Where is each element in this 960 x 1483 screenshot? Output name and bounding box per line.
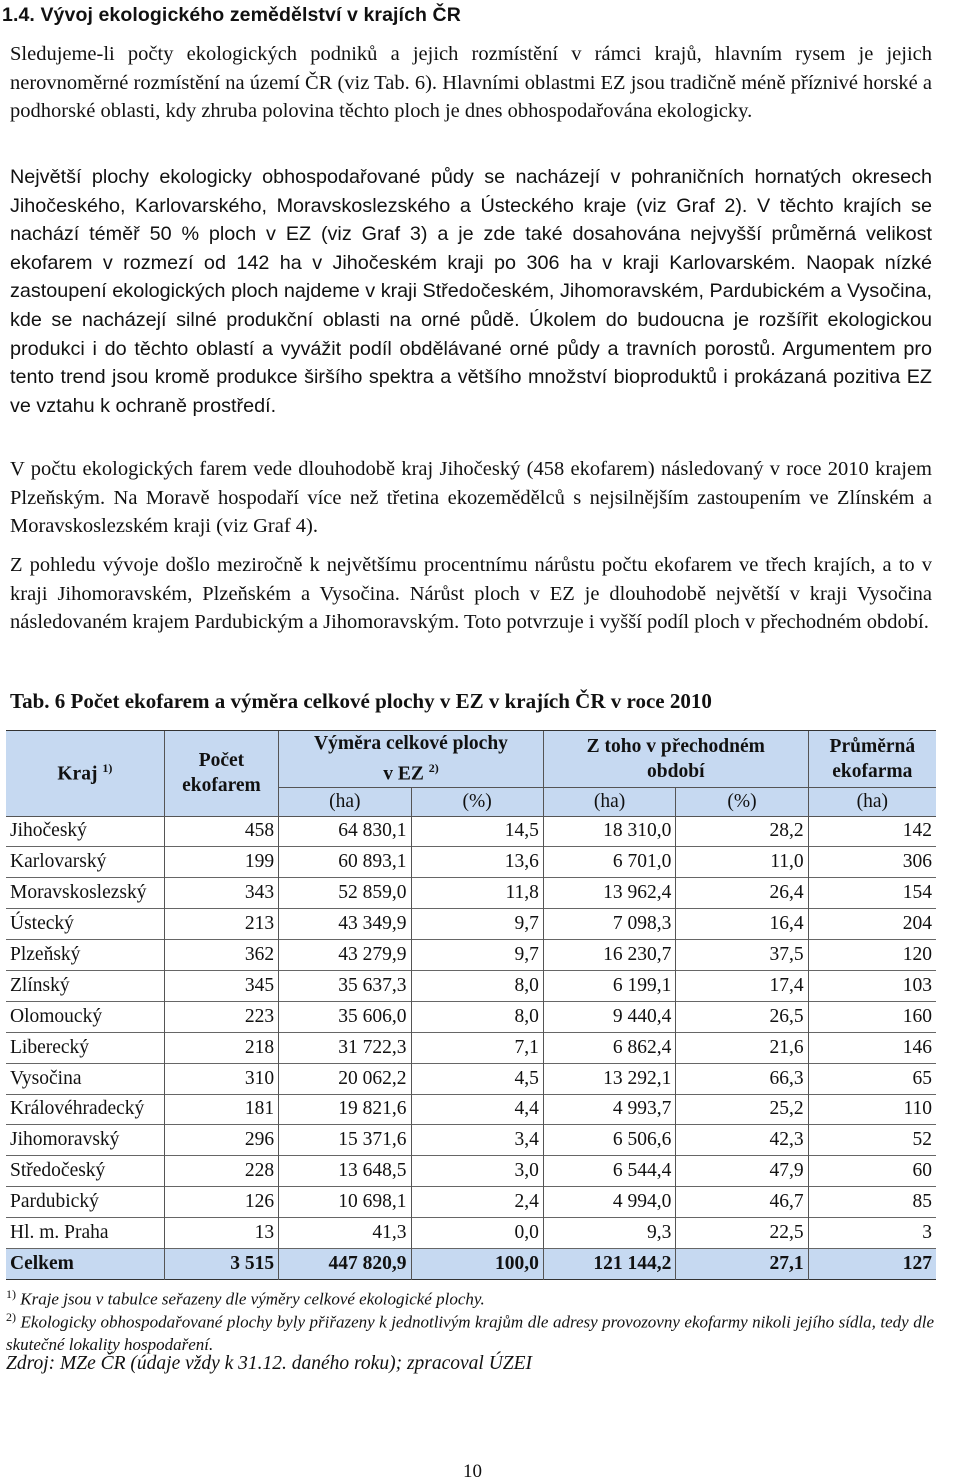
cell-vymera-ha: 43 349,9	[279, 909, 411, 940]
table-row	[6, 1032, 936, 1063]
document-page	[2, 0, 934, 1482]
cell-vymera-ha: 35 637,3	[279, 970, 411, 1001]
cell-prumer-ha: 120	[808, 940, 936, 971]
cell-kraj: Středočeský	[10, 1160, 106, 1182]
section-heading: 1.4. Vývoj ekologického zemědělství v krajích ČR	[2, 4, 461, 26]
cell-vymera-ha: 43 279,9	[279, 940, 411, 971]
regions-table	[6, 730, 936, 1280]
table-row	[6, 1218, 936, 1249]
cell-kraj: Plzeňský	[10, 944, 81, 965]
cell-prechod-ha: 18 310,0	[543, 816, 676, 847]
table-row	[6, 1125, 936, 1156]
cell-prechod-ha: 6 199,1	[543, 970, 676, 1001]
cell-prumer-ha: 204	[808, 909, 936, 940]
cell-pocet: 343	[164, 878, 278, 909]
cell-pocet: 458	[164, 816, 278, 847]
cell-kraj: Jihočeský	[10, 820, 87, 842]
header-pocet-line2: ekofarem	[182, 775, 261, 797]
paragraph-2: Největší plochy ekologicky obhospodařované půdy se nacházejí v pohraničních hornatých okresech Jihočeského, Karlovarského, Moravskoslezského a Ústeckého kraje (viz Graf 2). V těchto krajích se nachází téměř 50 % ploch v EZ (viz Graf 3) a je zde také dosahována nejvyšší průměrná velikost ekofarem v rozmezí od 142 ha v Jihočeském kraji po 306 ha v kraji Karlovarském. Naopak nízké zastoupení ekologických ploch najdeme v kraji Středočeském, Jihomoravském, Pardubickém a Vysočina, kde se nacházejí silné produkční oblasti na orné půdě. Úkolem do budoucna je rozšířit ekologickou produkci i do těchto oblastí a vyvážit podíl obdělávané orné půdy a travních porostů. Argumentem pro tento trend jsou kromě produkce širšího spektra a většího množství bioproduktů i prokázaná pozitiva EZ ve vztahu k ochraně prostředí.	[10, 166, 932, 417]
cell-pocet: 296	[164, 1125, 278, 1156]
cell-prechod-ha: 6 862,4	[543, 1032, 676, 1063]
table-row	[6, 1156, 936, 1187]
table-row	[6, 878, 936, 909]
header-pocet-line1: Počet	[198, 750, 245, 772]
header-prechod-line1: Z toho v přechodném	[586, 735, 765, 757]
cell-vymera-pct: 3,0	[411, 1156, 543, 1187]
cell-vymera-ha: 15 371,6	[279, 1125, 411, 1156]
cell-prechod-pct: 16,4	[676, 909, 808, 940]
cell-pocet: 228	[164, 1156, 278, 1187]
unit-prechod-ha: (ha)	[543, 787, 676, 816]
cell-vymera-pct: 11,8	[411, 878, 543, 909]
cell-vymera-pct: 7,1	[411, 1032, 543, 1063]
header-vymera-line2: v EZ	[383, 763, 424, 785]
cell-vymera-ha: 20 062,2	[279, 1063, 411, 1094]
table-total-row	[6, 1248, 936, 1279]
cell-pocet: 223	[164, 1001, 278, 1032]
cell-prechod-pct: 46,7	[676, 1187, 808, 1218]
cell-prechod-pct: 28,2	[676, 816, 808, 847]
cell-vymera-pct: 8,0	[411, 1001, 543, 1032]
cell-prumer-ha: 146	[808, 1032, 936, 1063]
page-number: 10	[463, 1461, 482, 1482]
cell-kraj: Zlínský	[10, 974, 70, 996]
table-caption: Tab. 6 Počet ekofarem a výměra celkové plochy v EZ v krajích ČR v roce 2010	[10, 689, 712, 713]
unit-vymera-ha: (ha)	[279, 787, 411, 816]
footnote-2-text: Ekologicky obhospodařované plochy byly přiřazeny k jednotlivým krajům dle adresy provozovny ekofarmy nikoli jejího sídla, tedy dle skutečné lokality hospodaření.	[6, 1312, 934, 1354]
cell-prechod-ha: 13 292,1	[543, 1063, 676, 1094]
table-row	[6, 940, 936, 971]
unit-prechod-pct: (%)	[676, 787, 808, 816]
cell-prechod-ha: 4 994,0	[543, 1187, 676, 1218]
cell-prechod-pct: 21,6	[676, 1032, 808, 1063]
paragraph-3: V počtu ekologických farem vede dlouhodobě kraj Jihočeský (458 ekofarem) následovaný v roce 2010 krajem Plzeňským. Na Moravě hospodaří více než třetina ekozemědělců s nejsilnějším zastoupením ve Zlínském a Moravskoslezském kraji (viz Graf 4).	[10, 458, 932, 537]
cell-kraj: Liberecký	[10, 1036, 90, 1058]
cell-vymera-ha: 10 698,1	[279, 1187, 411, 1218]
table-row	[6, 847, 936, 878]
cell-vymera-pct: 13,6	[411, 847, 543, 878]
cell-prumer-ha: 103	[808, 970, 936, 1001]
cell-prechod-pct: 42,3	[676, 1125, 808, 1156]
cell-prechod-pct: 27,1	[676, 1248, 808, 1279]
header-vymera-sup: 2)	[428, 761, 439, 775]
header-prechod	[543, 731, 808, 788]
cell-pocet: 181	[164, 1094, 278, 1125]
cell-kraj: Celkem	[10, 1252, 74, 1274]
cell-vymera-pct: 2,4	[411, 1187, 543, 1218]
cell-vymera-ha: 13 648,5	[279, 1156, 411, 1187]
unit-prumer-ha: (ha)	[808, 787, 936, 816]
cell-vymera-ha: 64 830,1	[279, 816, 411, 847]
cell-pocet: 199	[164, 847, 278, 878]
cell-pocet: 362	[164, 940, 278, 971]
paragraph-1: Sledujeme-li počty ekologických podniků a jejich rozmístění v rámci krajů, hlavním rysem je jejich nerovnoměrné rozmístění na území ČR (viz Tab. 6). Hlavními oblastmi EZ jsou tradičně méně příznivé horské a podhorské oblasti, kdy zhruba polovina těchto ploch je dnes obhospodařována ekologicky.	[10, 43, 932, 122]
cell-vymera-ha: 31 722,3	[279, 1032, 411, 1063]
cell-prechod-pct: 47,9	[676, 1156, 808, 1187]
footnote-1-text: Kraje jsou v tabulce seřazeny dle výměry celkové ekologické plochy.	[20, 1289, 485, 1309]
header-vymera	[279, 731, 544, 788]
cell-prechod-ha: 16 230,7	[543, 940, 676, 971]
table-row	[6, 1094, 936, 1125]
cell-prechod-ha: 121 144,2	[543, 1248, 676, 1279]
header-prumer-line1: Průměrná	[829, 735, 916, 757]
cell-kraj: Moravskoslezský	[10, 882, 147, 904]
cell-prumer-ha: 142	[808, 816, 936, 847]
cell-vymera-ha: 19 821,6	[279, 1094, 411, 1125]
cell-prechod-ha: 6 544,4	[543, 1156, 676, 1187]
header-pocet	[164, 731, 278, 817]
cell-vymera-ha: 60 893,1	[279, 847, 411, 878]
cell-pocet: 3 515	[164, 1248, 278, 1279]
cell-vymera-pct: 4,5	[411, 1063, 543, 1094]
cell-kraj: Olomoucký	[10, 1005, 103, 1027]
cell-pocet: 213	[164, 909, 278, 940]
cell-prumer-ha: 60	[808, 1156, 936, 1187]
cell-prumer-ha: 110	[808, 1094, 936, 1125]
cell-pocet: 218	[164, 1032, 278, 1063]
cell-prechod-ha: 6 701,0	[543, 847, 676, 878]
table-row	[6, 816, 936, 847]
table-row	[6, 1187, 936, 1218]
cell-pocet: 310	[164, 1063, 278, 1094]
cell-prechod-ha: 9 440,4	[543, 1001, 676, 1032]
cell-vymera-pct: 4,4	[411, 1094, 543, 1125]
table-row	[6, 909, 936, 940]
cell-prechod-pct: 66,3	[676, 1063, 808, 1094]
footnote-1-mark: 1)	[6, 1287, 16, 1301]
cell-prechod-pct: 11,0	[676, 847, 808, 878]
cell-vymera-pct: 3,4	[411, 1125, 543, 1156]
cell-prechod-ha: 7 098,3	[543, 909, 676, 940]
cell-vymera-ha: 447 820,9	[279, 1248, 411, 1279]
cell-vymera-pct: 9,7	[411, 909, 543, 940]
cell-prumer-ha: 52	[808, 1125, 936, 1156]
cell-kraj: Hl. m. Praha	[10, 1222, 109, 1244]
cell-prechod-pct: 26,5	[676, 1001, 808, 1032]
cell-vymera-pct: 0,0	[411, 1218, 543, 1249]
cell-kraj: Vysočina	[10, 1067, 82, 1089]
cell-prechod-pct: 37,5	[676, 940, 808, 971]
source-note: Zdroj: MZe ČR (údaje vždy k 31.12. daného roku); zpracoval ÚZEI	[6, 1353, 533, 1374]
cell-vymera-pct: 100,0	[411, 1248, 543, 1279]
cell-prumer-ha: 127	[808, 1248, 936, 1279]
paragraph-4: Z pohledu vývoje došlo meziročně k největšímu procentnímu nárůstu počtu ekofarem ve třech krajích, a to v kraji Jihomoravském, Plzeňském a Vysočina. Nárůst ploch v EZ je dlouhodobě největší v kraji Vysočina následovaném krajem Pardubickým a Jihomoravským. Toto potvrzuje i vyšší podíl ploch v přechodném období.	[10, 554, 932, 633]
footnote-2-mark: 2)	[6, 1310, 16, 1324]
header-kraj-sup: 1)	[102, 761, 113, 775]
header-kraj-label: Kraj	[57, 763, 98, 785]
cell-vymera-ha: 52 859,0	[279, 878, 411, 909]
cell-prumer-ha: 3	[808, 1218, 936, 1249]
cell-vymera-pct: 14,5	[411, 816, 543, 847]
table-body	[6, 816, 936, 1279]
cell-prechod-pct: 22,5	[676, 1218, 808, 1249]
table-row	[6, 1063, 936, 1094]
cell-prumer-ha: 154	[808, 878, 936, 909]
cell-vymera-pct: 8,0	[411, 970, 543, 1001]
cell-kraj: Královéhradecký	[10, 1098, 145, 1120]
header-kraj	[6, 731, 164, 817]
table-row	[6, 1001, 936, 1032]
cell-kraj: Ústecký	[10, 913, 74, 935]
cell-prechod-ha: 4 993,7	[543, 1094, 676, 1125]
header-prumer	[808, 731, 936, 788]
cell-pocet: 13	[164, 1218, 278, 1249]
cell-prumer-ha: 160	[808, 1001, 936, 1032]
cell-prumer-ha: 306	[808, 847, 936, 878]
cell-pocet: 126	[164, 1187, 278, 1218]
cell-prumer-ha: 65	[808, 1063, 936, 1094]
cell-vymera-pct: 9,7	[411, 940, 543, 971]
cell-vymera-ha: 41,3	[279, 1218, 411, 1249]
unit-vymera-pct: (%)	[411, 787, 543, 816]
cell-vymera-ha: 35 606,0	[279, 1001, 411, 1032]
header-prechod-line2: období	[647, 760, 705, 782]
cell-kraj: Pardubický	[10, 1191, 99, 1213]
cell-pocet: 345	[164, 970, 278, 1001]
cell-prechod-pct: 26,4	[676, 878, 808, 909]
header-prumer-line2: ekofarma	[832, 760, 913, 782]
cell-prechod-pct: 25,2	[676, 1094, 808, 1125]
cell-prechod-ha: 13 962,4	[543, 878, 676, 909]
cell-prechod-pct: 17,4	[676, 970, 808, 1001]
cell-prechod-ha: 9,3	[543, 1218, 676, 1249]
cell-prechod-ha: 6 506,6	[543, 1125, 676, 1156]
header-vymera-line1: Výměra celkové plochy	[314, 733, 508, 754]
footnote-2	[6, 1306, 934, 1356]
table-wrapper	[6, 730, 936, 1280]
cell-kraj: Jihomoravský	[10, 1129, 120, 1151]
table-row	[6, 970, 936, 1001]
cell-kraj: Karlovarský	[10, 851, 107, 873]
cell-prumer-ha: 85	[808, 1187, 936, 1218]
